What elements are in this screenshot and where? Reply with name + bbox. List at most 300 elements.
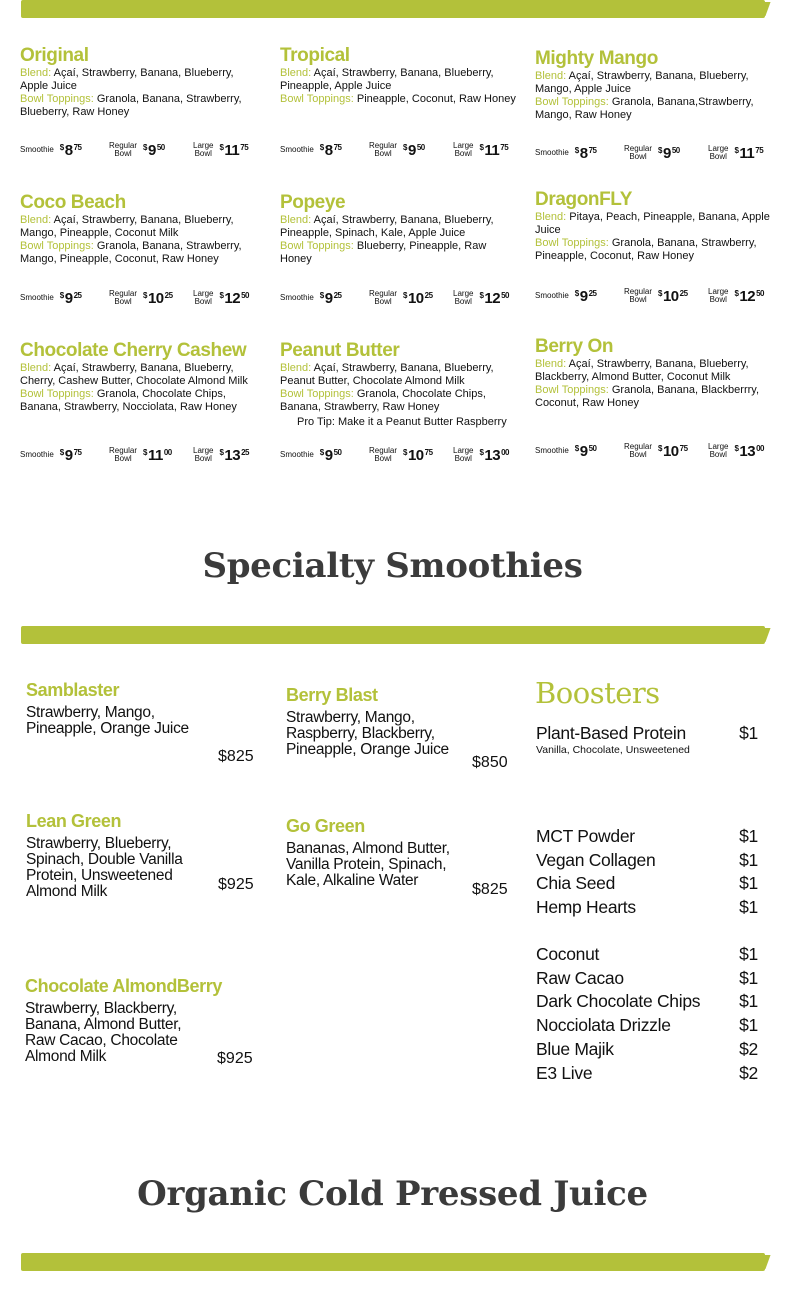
blend-label: Blend:	[535, 70, 567, 82]
price-label-regular-bowl	[624, 288, 652, 304]
smoothie-ingredients: Strawberry, Mango, Pineapple, Orange Juice	[26, 704, 189, 737]
blend-ingredients: Açaí, Strawberry, Banana, Blueberry, Cherry, Cashew Butter, Chocolate Almond Milk	[20, 362, 248, 387]
price-label-smoothie: Smoothie	[280, 145, 314, 154]
label-line: Bowl	[114, 454, 132, 463]
smoothie-item	[286, 684, 476, 758]
price-cents: 50	[333, 447, 342, 457]
label-line: Regular	[624, 442, 653, 451]
bowl-item	[280, 192, 520, 266]
bowl-blend	[20, 214, 260, 240]
toppings-label: Bowl Toppings:	[535, 384, 609, 396]
price-amount	[575, 443, 597, 460]
label-line: Bowl	[194, 297, 212, 306]
booster-item	[536, 849, 758, 873]
toppings-label: Bowl Toppings:	[20, 240, 94, 252]
pro-tip: Pro Tip: Make it a Peanut Butter Raspberry	[297, 416, 507, 428]
currency-symbol: $	[219, 290, 224, 300]
blend-ingredients: Pitaya, Peach, Pineapple, Banana, Apple Juice	[535, 211, 770, 236]
bowl-item	[20, 45, 260, 119]
bowl-blend	[20, 67, 260, 93]
price-amount	[575, 145, 597, 162]
toppings-ingredients: Granola, Chocolate Chips, Banana, Strawberry, Nocciolata, Raw Honey	[20, 388, 237, 413]
price-dollars: 9	[407, 141, 416, 159]
label-line: Bowl	[454, 297, 472, 306]
price-cents: 00	[756, 443, 765, 453]
bowl-blend	[280, 67, 520, 93]
bowl-toppings	[535, 237, 775, 263]
price-cents: 25	[679, 288, 688, 298]
price-large-bowl	[193, 444, 249, 466]
price-amount	[403, 142, 425, 159]
smoothie-name: Go Green	[286, 816, 365, 836]
bowl-blend	[280, 362, 520, 388]
smoothie-ingredients: Bananas, Almond Butter, Vanilla Protein, Spinach, Kale, Alkaline Water	[286, 840, 450, 889]
bowl-toppings	[280, 388, 520, 414]
price-large-bowl	[453, 444, 509, 466]
blend-label: Blend:	[535, 358, 567, 370]
currency-symbol: $	[472, 754, 481, 771]
price-regular-bowl	[109, 444, 172, 466]
label-line: Bowl	[454, 454, 472, 463]
price-cents: 75	[588, 145, 597, 155]
booster-name: E3 Live	[536, 1062, 593, 1083]
price-cents: 50	[241, 290, 250, 300]
blend-ingredients: Açaí, Strawberry, Banana, Blueberry, Peanut Butter, Chocolate Almond Milk	[280, 362, 494, 387]
bowl-toppings	[535, 384, 775, 410]
price-cents: 50	[501, 290, 510, 300]
price-label-regular-bowl	[369, 290, 397, 306]
currency-symbol: $	[319, 142, 324, 152]
blend-label: Blend:	[20, 214, 52, 226]
price-dollars: 10	[662, 442, 679, 460]
price-amount	[575, 288, 597, 305]
bowl-item	[20, 192, 260, 266]
bowl-prices	[535, 440, 767, 462]
currency-symbol: $	[479, 290, 484, 300]
currency-symbol: $	[472, 881, 481, 898]
currency-symbol: $	[59, 142, 64, 152]
price-regular-bowl	[624, 440, 688, 462]
blend-ingredients: Açaí, Strawberry, Banana, Blueberry, Mango, Apple Juice	[535, 70, 749, 95]
price-amount	[320, 142, 342, 159]
smoothie-name: Chocolate AlmondBerry	[25, 976, 222, 996]
label-line: Regular	[369, 289, 398, 298]
label-line: Bowl	[114, 297, 132, 306]
price-regular-bowl	[624, 285, 688, 307]
price-dollars: 11	[739, 144, 755, 162]
price-label-large-bowl	[453, 447, 473, 463]
price-dollars: 8	[480, 881, 490, 898]
bowl-toppings	[280, 240, 520, 266]
price-large-bowl	[193, 287, 249, 309]
price-cents: 50	[489, 754, 508, 771]
price-amount	[734, 145, 763, 162]
booster-item	[536, 896, 758, 920]
bowl-item	[20, 340, 260, 414]
currency-symbol: $	[734, 145, 739, 155]
booster-price: $1	[739, 897, 758, 918]
price-large-bowl	[453, 287, 509, 309]
bowl-name: DragonFLY	[535, 189, 633, 210]
toppings-ingredients: Blueberry, Pineapple, Raw Honey	[280, 240, 487, 265]
price-label-smoothie: Smoothie	[20, 450, 54, 459]
price-amount	[60, 142, 82, 159]
section-title-specialty: Specialty Smoothies	[202, 546, 583, 586]
booster-name: Hemp Hearts	[536, 897, 636, 918]
price-dollars: 13	[484, 446, 501, 464]
booster-price: $1	[739, 1015, 758, 1036]
bowl-prices	[20, 287, 252, 309]
label-line: Large	[708, 287, 729, 296]
bowl-item	[535, 48, 775, 122]
price-cents: 75	[240, 142, 249, 152]
smoothie-item	[286, 815, 476, 889]
bowl-blend	[535, 70, 775, 96]
booster-item	[536, 967, 758, 991]
label-line: Large	[453, 289, 474, 298]
price-label-smoothie: Smoothie	[280, 293, 314, 302]
smoothie-price	[217, 1050, 253, 1068]
blend-label: Blend:	[535, 211, 567, 223]
currency-symbol: $	[217, 1050, 226, 1067]
toppings-ingredients: Pineapple, Coconut, Raw Honey	[356, 93, 516, 105]
label-line: Bowl	[374, 149, 392, 158]
boosters-title: Boosters	[535, 676, 660, 710]
bowl-name: Berry On	[535, 336, 614, 357]
price-label-large-bowl	[193, 142, 213, 158]
price-cents: 25	[235, 876, 254, 893]
price-label-smoothie: Smoothie	[535, 446, 569, 455]
blend-ingredients: Açaí, Strawberry, Banana, Blueberry, Pineapple, Spinach, Kale, Apple Juice	[280, 214, 494, 239]
booster-price: $1	[739, 723, 758, 743]
currency-symbol: $	[219, 142, 224, 152]
booster-name: Chia Seed	[536, 873, 616, 894]
currency-symbol: $	[319, 447, 324, 457]
smoothie-item	[26, 810, 226, 900]
price-smoothie	[535, 440, 597, 462]
booster-item	[536, 990, 758, 1014]
label-line: Bowl	[709, 450, 727, 459]
price-label-regular-bowl	[369, 447, 397, 463]
price-cents: 75	[679, 443, 688, 453]
label-line: Regular	[624, 144, 653, 153]
price-label-large-bowl	[708, 443, 728, 459]
price-large-bowl	[193, 139, 248, 161]
price-dollars: 9	[324, 289, 333, 307]
label-line: Large	[453, 141, 474, 150]
booster-price: $2	[739, 1062, 758, 1083]
label-line: Large	[453, 446, 474, 455]
smoothie-ingredients: Strawberry, Blueberry, Spinach, Double Vanilla Protein, Unsweetened Almond Milk	[26, 835, 183, 900]
booster-price: $1	[739, 967, 758, 988]
label-line: Large	[708, 442, 729, 451]
price-dollars: 9	[225, 1050, 235, 1067]
price-amount	[219, 290, 249, 307]
toppings-ingredients: Granola, Banana,Strawberry, Mango, Raw Honey	[535, 96, 754, 121]
price-label-regular-bowl	[369, 142, 397, 158]
price-label-smoothie: Smoothie	[20, 145, 54, 154]
toppings-label: Bowl Toppings:	[280, 240, 354, 252]
blend-label: Blend:	[280, 214, 312, 226]
price-cents: 25	[588, 288, 597, 298]
smoothie-ingredients: Strawberry, Blackberry, Banana, Almond Butter, Raw Cacao, Chocolate Almond Milk	[25, 1000, 182, 1065]
smoothie-price	[472, 754, 508, 772]
price-label-large-bowl	[708, 145, 728, 161]
blend-ingredients: Açaí, Strawberry, Banana, Blueberry, Mango, Pineapple, Coconut Milk	[20, 214, 234, 239]
price-cents: 75	[500, 142, 509, 152]
price-smoothie	[535, 285, 597, 307]
price-dollars: 10	[407, 289, 424, 307]
price-label-smoothie: Smoothie	[280, 450, 314, 459]
toppings-label: Bowl Toppings:	[280, 388, 354, 400]
label-line: Bowl	[454, 149, 472, 158]
currency-symbol: $	[219, 447, 224, 457]
currency-symbol: $	[658, 443, 662, 453]
label-line: Bowl	[629, 152, 647, 161]
price-regular-bowl	[369, 139, 425, 161]
price-label-regular-bowl	[109, 142, 137, 158]
price-amount	[143, 447, 172, 464]
booster-name: Plant-Based Protein	[536, 723, 686, 743]
bowl-prices	[535, 142, 767, 164]
smoothie-item	[26, 679, 226, 737]
blend-ingredients: Açaí, Strawberry, Banana, Blueberry, Pineapple, Apple Juice	[280, 67, 494, 92]
price-label-large-bowl	[193, 290, 213, 306]
booster-name: Blue Majik	[536, 1038, 614, 1059]
price-amount	[143, 290, 173, 307]
booster-item	[536, 1014, 758, 1038]
bowl-prices	[280, 444, 512, 466]
label-line: Bowl	[374, 454, 392, 463]
price-label-smoothie: Smoothie	[535, 291, 569, 300]
price-cents: 25	[164, 290, 173, 300]
label-line: Regular	[369, 446, 398, 455]
smoothie-name: Lean Green	[26, 811, 122, 831]
blend-label: Blend:	[280, 67, 312, 79]
price-amount	[479, 447, 509, 464]
bowl-name: Popeye	[280, 192, 346, 213]
bowl-toppings	[535, 96, 775, 122]
booster-price: $2	[739, 1038, 758, 1059]
currency-symbol: $	[734, 443, 739, 453]
label-line: Bowl	[374, 297, 392, 306]
price-cents: 00	[501, 447, 510, 457]
price-label-large-bowl	[708, 288, 728, 304]
price-cents: 25	[234, 1050, 253, 1067]
booster-name: Dark Chocolate Chips	[536, 991, 701, 1012]
price-cents: 50	[756, 288, 765, 298]
toppings-label: Bowl Toppings:	[20, 388, 94, 400]
price-dollars: 8	[579, 144, 588, 162]
price-dollars: 12	[224, 289, 241, 307]
price-large-bowl	[708, 142, 763, 164]
price-dollars: 8	[226, 748, 236, 765]
toppings-ingredients: Granola, Banana, Strawberry, Pineapple, Coconut, Raw Honey	[535, 237, 757, 262]
price-dollars: 9	[64, 446, 73, 464]
currency-symbol: $	[658, 288, 662, 298]
smoothie-price	[218, 748, 254, 766]
booster-price: $1	[739, 944, 758, 964]
bowl-prices	[280, 287, 512, 309]
price-amount	[60, 447, 82, 464]
price-label-smoothie: Smoothie	[20, 293, 54, 302]
label-line: Regular	[624, 287, 653, 296]
price-cents: 50	[156, 142, 165, 152]
currency-symbol: $	[734, 288, 739, 298]
price-cents: 50	[671, 145, 680, 155]
price-label-smoothie: Smoothie	[535, 148, 569, 157]
blend-label: Blend:	[280, 362, 312, 374]
price-amount	[479, 290, 509, 307]
blend-label: Blend:	[20, 362, 52, 374]
label-line: Bowl	[709, 152, 727, 161]
label-line: Bowl	[194, 149, 212, 158]
price-smoothie	[20, 444, 82, 466]
bowl-toppings	[20, 240, 260, 266]
bowl-blend	[535, 358, 775, 384]
price-dollars: 9	[579, 287, 588, 305]
currency-symbol: $	[143, 447, 147, 457]
label-line: Bowl	[709, 295, 727, 304]
currency-symbol: $	[59, 447, 64, 457]
currency-symbol: $	[403, 290, 407, 300]
bowl-name: Peanut Butter	[280, 340, 400, 361]
price-label-regular-bowl	[109, 447, 137, 463]
price-amount	[658, 145, 680, 162]
price-amount	[479, 142, 508, 159]
price-smoothie	[20, 139, 82, 161]
price-label-regular-bowl	[624, 443, 652, 459]
toppings-label: Bowl Toppings:	[280, 93, 354, 105]
price-amount	[403, 290, 433, 307]
currency-symbol: $	[479, 447, 484, 457]
bowl-toppings	[20, 93, 260, 119]
price-label-large-bowl	[453, 290, 473, 306]
bowl-toppings	[20, 388, 260, 414]
booster-item	[536, 1038, 758, 1062]
label-line: Bowl	[629, 450, 647, 459]
price-cents: 25	[424, 290, 433, 300]
price-amount	[734, 288, 764, 305]
label-line: Bowl	[629, 295, 647, 304]
price-regular-bowl	[109, 287, 173, 309]
label-line: Large	[193, 141, 214, 150]
booster-name: Nocciolata Drizzle	[536, 1015, 671, 1036]
price-dollars: 8	[64, 141, 73, 159]
booster-name: MCT Powder	[536, 826, 635, 846]
divider-bar-juice	[21, 1253, 765, 1271]
price-dollars: 8	[324, 141, 333, 159]
bowl-name: Original	[20, 45, 89, 66]
juice-item-cutoff	[21, 1296, 321, 1306]
price-cents: 75	[333, 142, 342, 152]
price-amount	[320, 290, 342, 307]
currency-symbol: $	[59, 290, 64, 300]
section-title-juice: Organic Cold Pressed Juice	[137, 1174, 648, 1214]
price-amount	[320, 447, 342, 464]
price-smoothie	[280, 444, 342, 466]
currency-symbol: $	[574, 288, 579, 298]
blend-ingredients: Açaí, Strawberry, Banana, Blueberry, Apple Juice	[20, 67, 234, 92]
booster-price: $1	[739, 849, 758, 870]
bowl-toppings	[280, 93, 520, 106]
booster-protein-flavors: Vanilla, Chocolate, Unsweetened	[536, 744, 690, 756]
price-smoothie	[280, 287, 342, 309]
booster-name: Raw Cacao	[536, 967, 624, 988]
toppings-label: Bowl Toppings:	[20, 93, 94, 105]
price-cents: 75	[424, 447, 433, 457]
price-dollars: 12	[484, 289, 501, 307]
price-dollars: 9	[226, 876, 236, 893]
smoothie-price	[218, 876, 254, 894]
smoothie-name: Samblaster	[26, 680, 120, 700]
price-dollars: 9	[579, 442, 588, 460]
label-line: Bowl	[194, 454, 212, 463]
label-line: Bowl	[114, 149, 132, 158]
booster-item	[536, 825, 758, 849]
currency-symbol: $	[218, 748, 227, 765]
price-cents: 25	[235, 748, 254, 765]
bowl-blend	[535, 211, 775, 237]
price-amount	[219, 142, 248, 159]
price-amount	[143, 142, 165, 159]
label-line: Large	[193, 446, 214, 455]
price-large-bowl	[708, 285, 764, 307]
price-label-large-bowl	[453, 142, 473, 158]
price-dollars: 9	[662, 144, 671, 162]
bowl-item	[535, 189, 775, 263]
price-amount	[219, 447, 249, 464]
price-regular-bowl	[109, 139, 165, 161]
toppings-ingredients: Granola, Banana, Strawberry, Mango, Pineapple, Coconut, Raw Honey	[20, 240, 242, 265]
price-cents: 00	[163, 447, 172, 457]
price-amount	[658, 443, 688, 460]
price-large-bowl	[453, 139, 508, 161]
price-cents: 25	[333, 290, 342, 300]
bowl-blend	[280, 214, 520, 240]
price-dollars: 9	[147, 141, 156, 159]
bowl-prices	[280, 139, 512, 161]
currency-symbol: $	[143, 290, 147, 300]
toppings-label: Bowl Toppings:	[535, 237, 609, 249]
bowl-name: Chocolate Cherry Cashew	[20, 340, 247, 361]
booster-item	[536, 943, 758, 967]
divider-bar-specialty	[21, 626, 765, 644]
price-cents: 25	[241, 447, 250, 457]
bowl-prices	[20, 139, 252, 161]
price-dollars: 11	[224, 141, 240, 159]
toppings-ingredients: Granola, Chocolate Chips, Banana, Strawberry, Raw Honey	[280, 388, 486, 413]
price-label-regular-bowl	[109, 290, 137, 306]
price-label-regular-bowl	[624, 145, 652, 161]
bowl-name: Coco Beach	[20, 192, 126, 213]
label-line: Regular	[369, 141, 398, 150]
booster-price: $1	[739, 826, 758, 846]
booster-item-protein	[536, 722, 758, 746]
price-amount	[734, 443, 764, 460]
price-smoothie	[535, 142, 597, 164]
blend-ingredients: Açaí, Strawberry, Banana, Blueberry, Blackberry, Almond Butter, Coconut Milk	[535, 358, 749, 383]
price-smoothie	[280, 139, 342, 161]
booster-price: $1	[739, 991, 758, 1012]
currency-symbol: $	[403, 142, 407, 152]
bowl-prices	[20, 444, 252, 466]
bowl-item	[280, 45, 520, 106]
booster-item	[536, 872, 758, 896]
booster-price: $1	[739, 873, 758, 894]
label-line: Regular	[109, 141, 138, 150]
price-dollars: 13	[224, 446, 241, 464]
